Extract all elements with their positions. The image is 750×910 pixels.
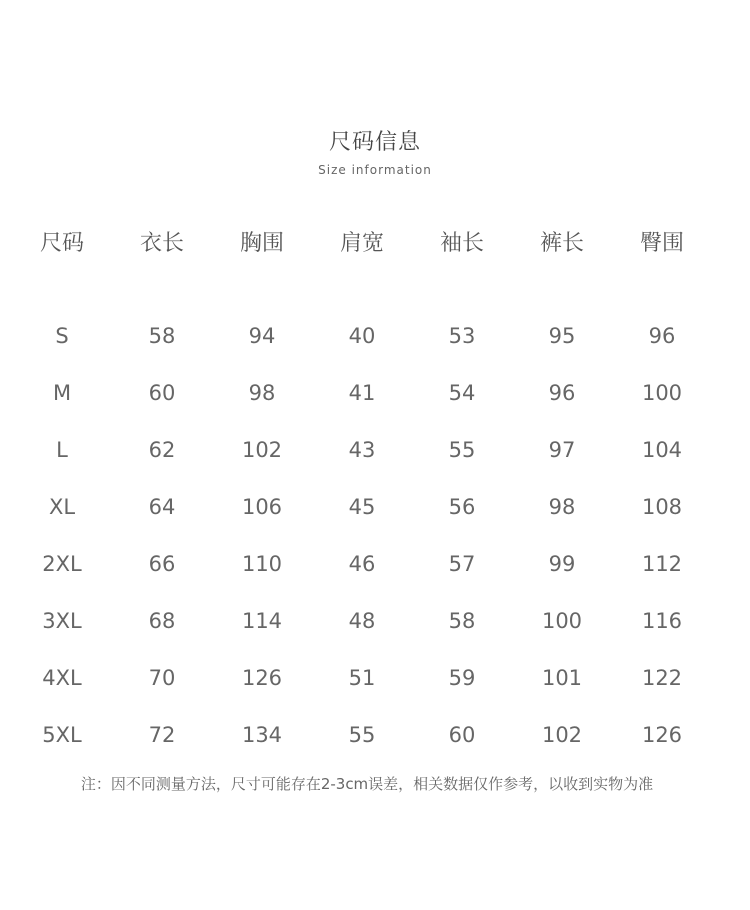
cell-size: 4XL — [42, 665, 82, 690]
cell-shoulder: 48 — [348, 608, 376, 633]
header-spacer — [12, 262, 714, 307]
cell-length: 72 — [148, 722, 176, 747]
page-subtitle: Size information — [318, 163, 432, 177]
cell-pants-length: 102 — [541, 722, 583, 747]
cell-length: 68 — [148, 608, 176, 633]
cell-size: S — [55, 323, 69, 348]
cell-shoulder: 46 — [348, 551, 376, 576]
cell-hip: 108 — [641, 494, 683, 519]
cell-chest: 114 — [241, 608, 283, 633]
cell-length: 62 — [148, 437, 176, 462]
cell-chest: 110 — [241, 551, 283, 576]
header-cell-hip: 臀围 — [639, 230, 684, 256]
cell-pants-length: 98 — [548, 494, 576, 519]
cell-pants-length: 95 — [548, 323, 576, 348]
cell-chest: 98 — [248, 380, 276, 405]
cell-chest: 134 — [241, 722, 283, 747]
cell-chest: 106 — [241, 494, 283, 519]
measurement-note: 注：因不同测量方法，尺寸可能存在2-3cm误差，相关数据仅作参考，以收到实物为准 — [80, 775, 654, 793]
cell-sleeve: 54 — [448, 380, 476, 405]
cell-shoulder: 41 — [348, 380, 376, 405]
cell-sleeve: 60 — [448, 722, 476, 747]
cell-chest: 102 — [241, 437, 283, 462]
header-cell-length: 衣长 — [139, 230, 184, 256]
cell-length: 64 — [148, 494, 176, 519]
cell-length: 70 — [148, 665, 176, 690]
table-row — [12, 307, 714, 364]
cell-hip: 104 — [641, 437, 683, 462]
cell-sleeve: 55 — [448, 437, 476, 462]
cell-pants-length: 96 — [548, 380, 576, 405]
cell-pants-length: 99 — [548, 551, 576, 576]
cell-length: 60 — [148, 380, 176, 405]
cell-shoulder: 43 — [348, 437, 376, 462]
cell-hip: 100 — [641, 380, 683, 405]
size-table — [12, 220, 714, 763]
table-row — [12, 364, 714, 421]
header-cell-chest: 胸围 — [239, 230, 284, 256]
table-row — [12, 421, 714, 478]
cell-sleeve: 59 — [448, 665, 476, 690]
table-header-row — [12, 220, 714, 262]
cell-hip: 112 — [641, 551, 683, 576]
cell-shoulder: 51 — [348, 665, 376, 690]
cell-size: 5XL — [42, 722, 82, 747]
cell-chest: 126 — [241, 665, 283, 690]
cell-shoulder: 55 — [348, 722, 376, 747]
header-cell-pants-length: 裤长 — [539, 230, 584, 256]
table-row — [12, 706, 714, 763]
cell-hip: 116 — [641, 608, 683, 633]
cell-hip: 126 — [641, 722, 683, 747]
cell-sleeve: 53 — [448, 323, 476, 348]
cell-pants-length: 101 — [541, 665, 583, 690]
table-row — [12, 535, 714, 592]
table-row — [12, 478, 714, 535]
cell-size: 3XL — [42, 608, 82, 633]
header-cell-sleeve: 袖长 — [439, 230, 484, 256]
cell-sleeve: 57 — [448, 551, 476, 576]
cell-size: L — [56, 437, 68, 462]
cell-chest: 94 — [248, 323, 276, 348]
cell-shoulder: 45 — [348, 494, 376, 519]
cell-size: 2XL — [42, 551, 82, 576]
cell-shoulder: 40 — [348, 323, 376, 348]
table-row — [12, 592, 714, 649]
cell-length: 58 — [148, 323, 176, 348]
header-cell-shoulder: 肩宽 — [339, 230, 384, 256]
cell-pants-length: 97 — [548, 437, 576, 462]
cell-size: XL — [48, 494, 76, 519]
header-cell-size: 尺码 — [39, 230, 84, 256]
cell-length: 66 — [148, 551, 176, 576]
cell-sleeve: 58 — [448, 608, 476, 633]
table-body — [12, 307, 714, 763]
cell-size: M — [52, 380, 72, 405]
table-row — [12, 649, 714, 706]
cell-hip: 96 — [648, 323, 676, 348]
cell-pants-length: 100 — [541, 608, 583, 633]
cell-hip: 122 — [641, 665, 683, 690]
cell-sleeve: 56 — [448, 494, 476, 519]
page-title: 尺码信息 — [328, 130, 421, 155]
